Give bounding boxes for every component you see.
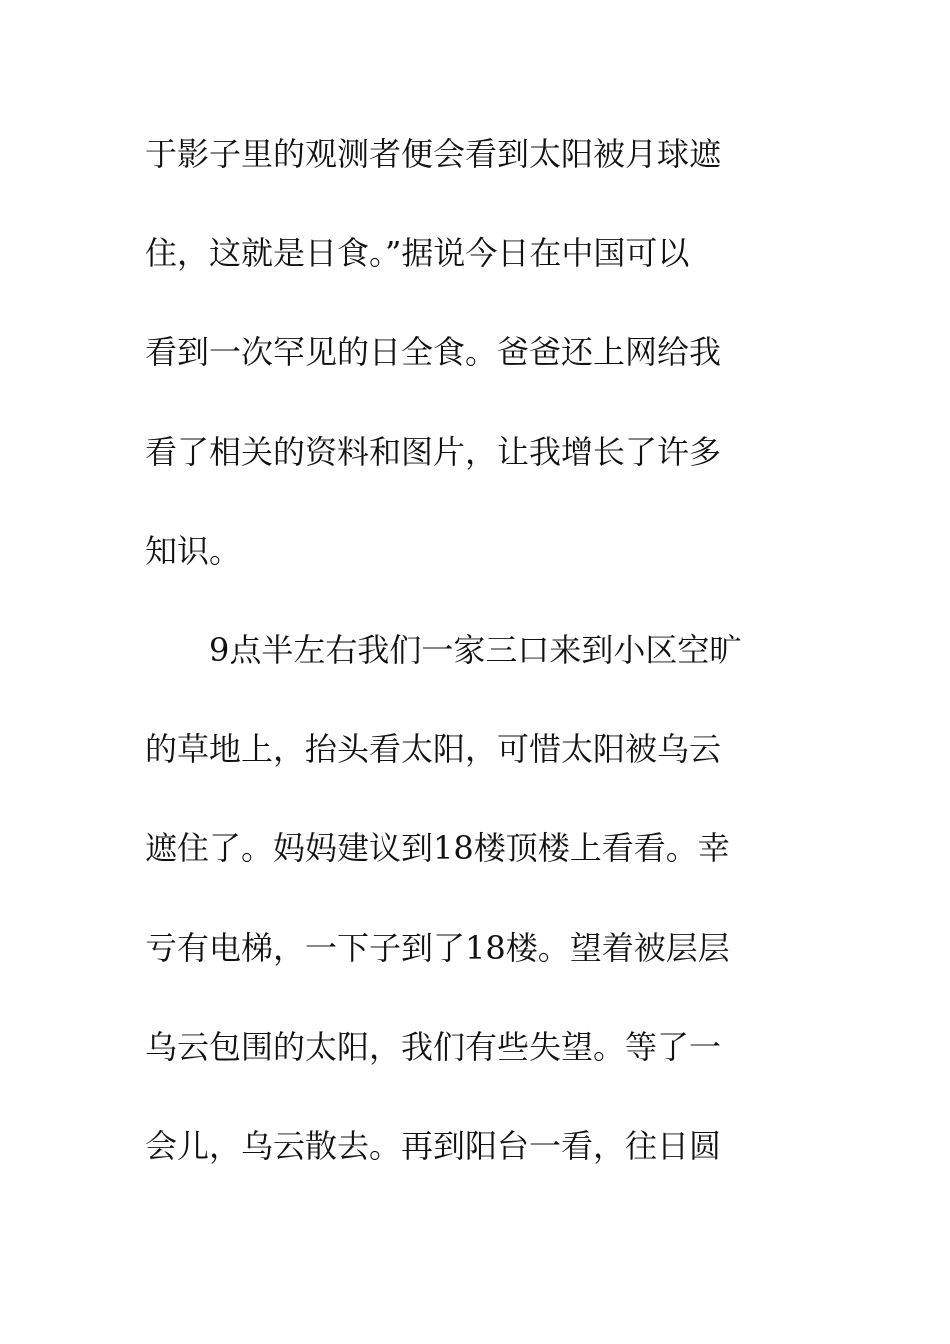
- text-line: 的草地上，抬头看太阳，可惜太阳被乌云: [145, 730, 722, 769]
- body-text: [145, 128, 825, 1219]
- text-line: 亏有电梯，一下子到了18楼。望着被层层: [145, 928, 730, 967]
- text-line: 看了相关的资料和图片，让我增长了许多: [145, 432, 722, 471]
- text-line: 9点半左右我们一家三口来到小区空旷: [145, 630, 742, 669]
- text-line: 于影子里的观测者便会看到太阳被月球遮: [145, 135, 722, 173]
- text-line: 遮住了。妈妈建议到18楼顶楼上看看。幸: [145, 829, 730, 868]
- text-line: 会儿，乌云散去。再到阳台一看，往日圆: [145, 1126, 722, 1165]
- text-line: 乌云包围的太阳，我们有些失望。等了一: [145, 1027, 722, 1066]
- text-line: 知识。: [145, 531, 242, 570]
- text-line: 住，这就是日食。”据说今日在中国可以: [145, 234, 690, 273]
- text-line: 看到一次罕见的日全食。爸爸还上网给我: [145, 333, 722, 372]
